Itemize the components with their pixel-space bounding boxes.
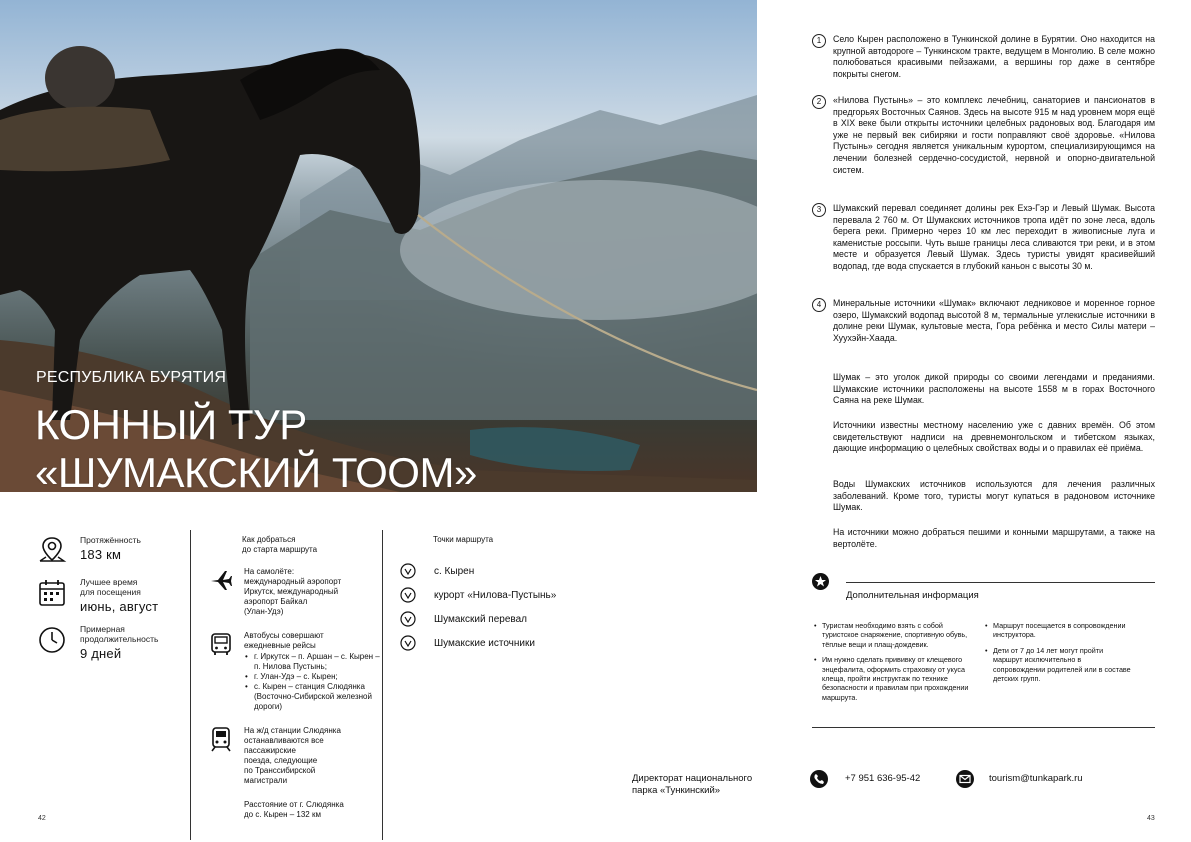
- howto-plane-text: На самолёте: международный аэропорт Иркутск, международный аэропорт Байкал (Улан-Удэ): [244, 567, 342, 616]
- list-item: • г. Иркутск – п. Аршан – с. Кырен – п. Нилова Пустынь;: [244, 652, 382, 672]
- phone-icon: [810, 770, 828, 788]
- fact-best-time: [36, 577, 186, 614]
- page-title: [35, 401, 477, 492]
- phone-link[interactable]: +7 951 636-95-42: [845, 773, 921, 784]
- column-divider: [190, 530, 191, 840]
- clock-icon: [36, 624, 68, 656]
- email-link[interactable]: tourism@tunkapark.ru: [989, 773, 1083, 784]
- route-marker-icon: [400, 611, 416, 627]
- additional-info-left-list: [812, 621, 977, 708]
- fact-length: [36, 535, 186, 567]
- column-divider: [382, 530, 383, 840]
- howto-heading: Как добраться до старта маршрута: [242, 535, 318, 554]
- fact-label: Протяжённость: [80, 535, 141, 545]
- paragraph-springs: Минеральные источники «Шумак» включают ледниковое и моренное горное озеро, Шумакский водопад высотой 8 м, термальные углекислые источники в долине реки Шумак, культовые места, Гора ребёнка и место Силы матери – Хуухэйн-Хаада.: [833, 298, 1155, 343]
- fact-value: июнь, август: [80, 599, 159, 614]
- number-badge-2: 2: [812, 95, 826, 109]
- list-item: • Маршрут посещается в сопровождении инструктора.: [983, 621, 1133, 640]
- bus-route-list: [244, 652, 382, 712]
- title-line-1: КОННЫЙ ТУР: [35, 401, 307, 448]
- list-item: • с. Кырен – станция Слюдянка (Восточно-Сибирской железной дороги): [244, 682, 382, 712]
- list-item: • г. Улан-Удэ – с. Кырен;: [244, 672, 382, 682]
- paragraph-access: На источники можно добраться пешими и конными маршрутами, а также на вертолёте.: [833, 527, 1155, 549]
- paragraph-nilova: «Нилова Пустынь» – это комплекс лечебниц, санаториев и пансионатов в предгорьях Восточных Саянов. Здесь на высоте 915 м над уровнем моря ещё в XIX веке были открыты источники целебных радоновых вод. Благодаря им уже не первый век сибиряки и гости поправляют своё здоровье. «Нилова Пустынь» сегодня является уникальным курортом, специализирующимся на лечении болезней сердечно-сосудистой, нервной и опорно-двигательной систем.: [833, 95, 1155, 175]
- additional-info-title: Дополнительная информация: [846, 590, 979, 601]
- fact-duration: [36, 624, 186, 661]
- howto-distance: Расстояние от г. Слюдянка до с. Кырен – 132 км: [244, 800, 344, 819]
- fact-value: 183 км: [80, 547, 122, 562]
- route-column: [385, 535, 605, 655]
- howto-bus: [192, 631, 382, 712]
- list-item: • Им нужно сделать прививку от клещевого энцефалита, оформить страховку от укуса клеща, пройти инструктаж по технике безопасности и правилам при прохождении маршрута.: [812, 655, 977, 702]
- fact-label: Лучшее время для посещения: [80, 577, 141, 597]
- route-point-label: с. Кырен: [434, 565, 475, 577]
- section-rule: [846, 582, 1155, 583]
- paragraph-kyren: Село Кырен расположено в Тункинской долине в Бурятии. Оно находится на крупной автодороге – Тункинском тракте, ведущем в Монголию. В селе можно полюбоваться красивыми пейзажами, а вершины гор даже в сентябре покрыты снегом.: [833, 34, 1155, 79]
- paragraph-waters: Воды Шумакских источников используются для лечения различных заболеваний. Кроме того, туристы могут купаться в радоновом источнике Шумак.: [833, 479, 1155, 513]
- bus-icon: [208, 631, 234, 657]
- airplane-icon: [208, 567, 234, 593]
- calendar-icon: [36, 577, 68, 609]
- paragraph-history: Источники известны местному населению уже с давних времён. Об этом свидетельствуют надписи на древнемонгольском и тибетском языках, дающие информацию о целебных свойствах воды и о правилах её приёма.: [833, 420, 1155, 454]
- list-item: • Дети от 7 до 14 лет могут пройти маршрут исключительно в сопровождении родителей или в составе детских групп.: [983, 646, 1133, 684]
- directorate-label: Директорат национального парка «Тункинский»: [632, 773, 753, 796]
- hero-photo: [0, 0, 757, 492]
- train-icon: [208, 726, 234, 752]
- howto-plane: [192, 567, 382, 617]
- route-point: [385, 607, 605, 631]
- region-kicker: РЕСПУБЛИКА БУРЯТИЯ: [36, 369, 227, 386]
- page-number-left: 42: [38, 815, 46, 822]
- howto-train: [192, 726, 382, 786]
- title-line-2: «ШУМАКСКИЙ ТООМ»: [35, 449, 477, 492]
- route-point-label: курорт «Нилова-Пустынь»: [434, 589, 557, 601]
- howto-column: [192, 535, 382, 820]
- section-rule: [812, 727, 1155, 728]
- facts-column: [36, 535, 186, 671]
- number-badge-1: 1: [812, 34, 826, 48]
- route-point: [385, 559, 605, 583]
- fact-value: 9 дней: [80, 646, 122, 661]
- additional-info-right-list: [983, 621, 1133, 689]
- number-badge-3: 3: [812, 203, 826, 217]
- route-point-label: Шумакские источники: [434, 637, 535, 649]
- star-icon: [812, 573, 829, 590]
- route-point: [385, 631, 605, 655]
- howto-train-text: На ж/д станции Слюдянка останавливаются все пассажирские поезда, следующие по Транссибирской магистрали: [244, 726, 341, 785]
- route-heading: Точки маршрута: [433, 535, 494, 544]
- paragraph-pass: Шумакский перевал соединяет долины рек Ехэ-Гэр и Левый Шумак. Высота перевала 2 760 м. От Шумакских источников тропа идёт по зоне леса, вдоль берега реки. Примерно через 10 км лес переходит в живописные луга и каменистые россыпи. Чуть выше границы леса сливаются три реки, и в этом месте и образуется Левый Шумак. Здесь туристы увидят красивейший водопад, где вода спускается в глубокий каньон с высоты 30 м.: [833, 203, 1155, 271]
- fact-label: Примерная продолжительность: [80, 624, 159, 644]
- page-number-right: 43: [1147, 815, 1155, 822]
- list-item: • Туристам необходимо взять с собой туристское снаряжение, спортивную обувь, тёплые вещи и плащ-дождевик.: [812, 621, 977, 649]
- route-point-label: Шумакский перевал: [434, 613, 527, 625]
- number-badge-4: 4: [812, 298, 826, 312]
- route-marker-icon: [400, 587, 416, 603]
- route-marker-icon: [400, 635, 416, 651]
- route-marker-icon: [400, 563, 416, 579]
- howto-bus-intro: Автобусы совершают ежедневные рейсы: [244, 631, 324, 650]
- mail-icon: [956, 770, 974, 788]
- map-pin-icon: [36, 535, 68, 567]
- paragraph-shumak: Шумак – это уголок дикой природы со своими легендами и преданиями. Шумакские источники расположены на высоте 1558 м в горах Восточного Саяна на реке Шумак.: [833, 372, 1155, 406]
- route-point: [385, 583, 605, 607]
